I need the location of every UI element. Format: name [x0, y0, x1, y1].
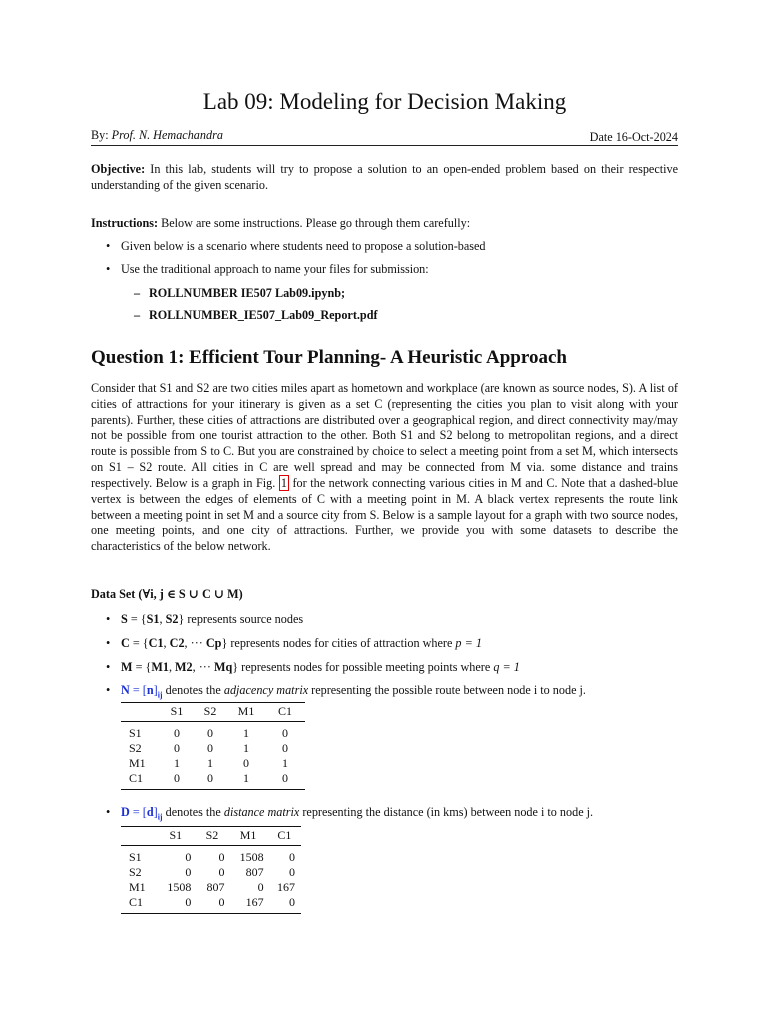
d-term: distance matrix — [223, 805, 300, 819]
question-paragraph — [91, 381, 678, 555]
dataset-heading — [91, 587, 678, 603]
column-header: S2 — [203, 704, 217, 718]
table-row: S2 0 0 1 0 — [129, 740, 288, 755]
distance-matrix-table — [121, 826, 301, 914]
by-label: By: — [91, 128, 109, 142]
column-header: S1 — [169, 828, 183, 842]
table-row: S2 0 0 807 0 — [129, 864, 295, 879]
table-row: C1 0 0 1 0 — [121, 771, 305, 790]
list-item: • $N = [n]_{ij}$ denotes the adjacency matrix representing the possible route between node i to node j. — [91, 683, 678, 703]
d-rest: representing the distance (in kms) between node i to node j. — [302, 805, 594, 819]
n-rest: representing the possible route between node i to node j. — [311, 683, 586, 698]
objective-label: Objective: — [91, 162, 146, 176]
column-header: M1 — [239, 828, 257, 842]
dataset-label: Data Set — [91, 587, 136, 601]
objective-paragraph — [91, 162, 678, 194]
m-where: q = 1 — [493, 659, 520, 674]
c-line-text: represents nodes for cities of attraction where — [230, 635, 453, 650]
byline — [91, 128, 678, 146]
table-row: S1 0 0 1 0 — [129, 725, 288, 740]
d-line-text: denotes the — [165, 805, 221, 819]
question-text-1: Consider that S1 and S2 are two cities miles apart as hometown and workplace (are known as source nodes, S). A list of cities of attractions for your itinerary is given as a set C (representing the cities you plan to visit along with your parents). Further, these cities of attractions are distributed over a geographical region, and direct connectivity may/may not be possible from one tourist attraction to the other. Both S1 and S2 belong to metropolitan regions, and a direct route is possible from S to C. But you are constrained by choice to select a meeting point from a set M, which intersects on S1 – S2 route. All cities in C are well spread and may be connected from M via. some distance and trains respectively. Below is a graph in Fig. — [91, 381, 678, 490]
n-term: adjacency matrix — [223, 683, 309, 698]
s-line-text: represents source nodes — [187, 612, 304, 626]
table-row: M1 1 1 0 1 — [129, 755, 288, 770]
column-header: C1 — [277, 828, 292, 842]
list-item: • $D = [d]_{ij}$ denotes the distance matrix representing the distance (in kms) between node i to node j. — [91, 805, 678, 825]
list-item: • S = {S1, S2} represents source nodes — [91, 612, 678, 628]
m-line-text: represents nodes for possible meeting points where — [241, 659, 491, 674]
instructions-text: Below are some instructions. Please go through them carefully: — [161, 216, 471, 230]
author-line — [91, 128, 223, 144]
table-row: M1 1508 807 0 167 — [129, 879, 295, 894]
file-name-item: – ROLLNUMBER_IE507_Lab09_Report.pdf — [134, 308, 378, 322]
column-header: S2 — [205, 828, 219, 842]
figure-reference-link[interactable]: 1 — [280, 475, 287, 490]
table-header-row — [121, 827, 301, 846]
table-header-row — [121, 703, 305, 722]
date: Date 16-Oct-2024 — [589, 130, 678, 144]
list-item: • Given below is a scenario where students need to propose a solution-based — [91, 239, 678, 255]
c-where: p = 1 — [455, 635, 482, 650]
file-name-item: – ROLLNUMBER IE507 Lab09.ipynb; — [134, 286, 346, 300]
distance-list — [91, 805, 678, 825]
question-text-2: for the network connecting various cities in M and C. Note that a dashed-blue vertex is between the edges of elements of C with a meeting point in M. A black vertex represents the route link between a meeting point in set M and a source city from S. Below is a sample layout for a graph with two source nodes, one meeting points, and one city of attractions. Further, we provide you with some datasets to describe the characteristics of the below network. — [91, 475, 679, 554]
list-item: • C = {C1, C2, ··· Cp} represents nodes for cities of attraction where p = 1 — [91, 636, 678, 652]
instructions-list — [91, 239, 678, 278]
table-row: C1 0 0 167 0 — [121, 895, 301, 914]
n-line-text: denotes the — [165, 683, 221, 698]
column-header: C1 — [277, 704, 292, 718]
column-header: M1 — [237, 704, 255, 718]
table-row: S1 0 0 1508 0 — [129, 849, 295, 864]
instructions-paragraph — [91, 216, 678, 232]
dataset-condition: (∀i, j ∈ S ∪ C ∪ M) — [138, 587, 243, 601]
column-header: S1 — [170, 704, 184, 718]
list-item: • M = {M1, M2, ··· Mq} represents nodes for possible meeting points where q = 1 — [91, 660, 678, 676]
document-title: Lab 09: Modeling for Decision Making — [202, 89, 567, 114]
objective-text: In this lab, students will try to propose a solution to an open-ended problem based on their respective understanding of the given scenario. — [91, 162, 679, 192]
list-item: • Use the traditional approach to name your files for submission: — [91, 262, 678, 278]
author-name: Prof. N. Hemachandra — [111, 128, 223, 142]
adjacency-matrix-table — [121, 702, 305, 790]
dataset-list — [91, 612, 678, 704]
question-heading: Question 1: Efficient Tour Planning- A Heuristic Approach — [91, 347, 567, 368]
instructions-label: Instructions: — [91, 216, 159, 230]
